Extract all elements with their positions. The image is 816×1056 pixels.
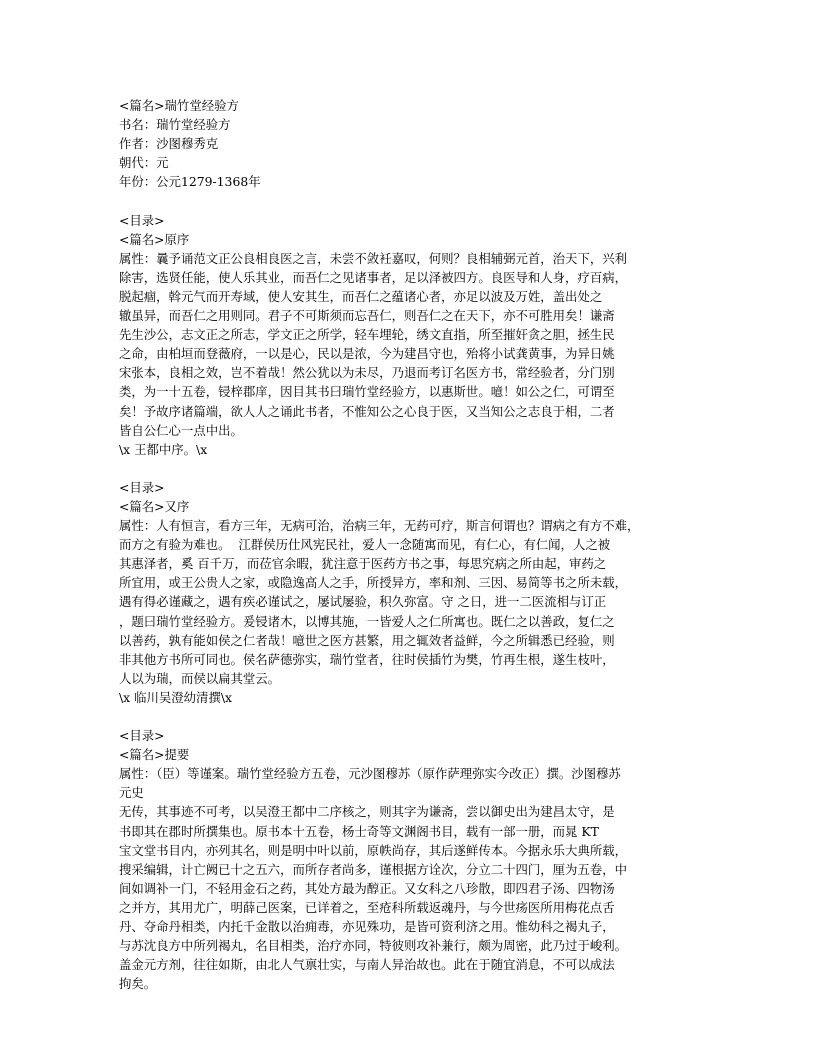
section-title: <篇名>提要 — [119, 747, 190, 763]
body-line: 宋张本，良相之效，岂不着哉！然公犹以为未尽，乃退而考订名医方书，常经验者，分门别 — [119, 365, 615, 381]
spacer — [119, 191, 709, 210]
toc-marker: <目录> — [119, 212, 165, 228]
book-name: 书名：瑞竹堂经验方 — [119, 117, 231, 133]
toc-marker: <目录> — [119, 728, 165, 744]
body-line: 先生沙公，志文正之所志，学文正之所学，轻车埋轮，绣文直指，所至摧奸贪之胆，拯生民 — [119, 327, 615, 343]
body-line: 属性：曩予诵范文正公良相良医之言，未尝不敛衽嘉叹，何则？良相辅弼元首，治天下，兴利 — [119, 250, 628, 266]
section-title: <篇名>原序 — [119, 231, 190, 247]
body-line: 除害，选贤任能，使人乐其业，而吾仁之见诸事者，足以泽被四方。良医导和人身，疗百病， — [119, 269, 628, 285]
body-line: 宝文堂书目内，亦列其名，则是明中叶以前，原帙尚存，其后遂鲜传本。今据永乐大典所载， — [119, 842, 628, 858]
body-line: 之并方，其用尤广，明薛己医案，已详着之，至疮科所载返魂丹，与今世疡医所用梅花点舌 — [119, 899, 615, 915]
body-line: 非其他方书所可同也。侯名萨德弥实，瑞竹堂者，往时侯插竹为樊，竹再生根，遂生枝叶， — [119, 651, 615, 667]
body-line: 间如调补一门，不轻用金石之药，其处方最为醇正。又女科之八珍散，即四君子汤、四物汤 — [119, 880, 615, 896]
body-line: 之命，由柏垣而登薇府，一以是心，民以是浓，今为建昌守也，殆将小试龚黄事，为异日姚 — [119, 346, 615, 362]
body-line: 脱起痼，斡元气而开寿域，使人安其生，而吾仁之蕴诸心者，亦足以波及万姓，盖出处之 — [119, 288, 603, 304]
dynasty: 朝代：元 — [119, 155, 169, 171]
body-line: 辙虽异，而吾仁之用则同。君子不可斯须而忘吾仁，则吾仁之在天下，亦不可胜用矣！谦斋 — [119, 308, 615, 324]
section-preface — [119, 211, 709, 459]
document-page — [119, 96, 709, 993]
body-line: 皆自公仁心一点中出。 — [119, 422, 243, 438]
body-line: 书即其在郡时所撰集也。原书本十五卷，杨士奇等文渊阁书目，载有一部一册，而晁 KT — [119, 823, 599, 839]
signature-line: \x 临川吴澄幼清撰\x — [119, 689, 232, 705]
body-line: 属性：（臣）等谨案。瑞竹堂经验方五卷，元沙图穆苏（原作萨理弥实今改正）撰。沙图穆苏 — [119, 766, 621, 782]
body-line: 属性：人有恒言，看方三年，无病可治，治病三年，无药可疗，斯言何谓也？谓病之有方不难， — [119, 518, 640, 534]
body-line: 盖金元方剂，往往如斯，由北人气禀壮实，与南人异治故也。此在于随宜消息，不可以成法 — [119, 957, 615, 973]
body-line: 遇有得必谨藏之，遇有疾必谨试之，屡试屡验，积久弥富。守 之日，进一二医流相与订正 — [119, 594, 607, 610]
toc-marker: <目录> — [119, 479, 165, 495]
body-line: 丹、夺命丹相类，内托千金散以治痈毒，亦见殊功，是皆可资利济之用。惟幼科之褐丸子， — [119, 919, 615, 935]
body-line: 元史 — [119, 785, 144, 801]
section-second-preface — [119, 478, 709, 707]
body-line: 所宜用，或王公贵人之家，或隐逸高人之手，所授异方，率和剂、三因、易简等书之所未载， — [119, 575, 628, 591]
section-title: <篇名>又序 — [119, 498, 190, 514]
body-line: 人以为瑞，而侯以扁其堂云。 — [119, 670, 281, 686]
author: 作者：沙图穆秀克 — [119, 136, 219, 152]
chapter-title: <篇名>瑞竹堂经验方 — [119, 98, 239, 113]
body-line: 无传，其事迹不可考，以吴澄王都中二序核之，则其字为谦斋，尝以御史出为建昌太守，是 — [119, 804, 615, 820]
year-range: 年份：公元1279-1368年 — [119, 174, 261, 190]
body-line: 搜采编辑，计亡阙已十之五六，而所存者尚多，谨根据方诠次，分立二十四门，厘为五卷，中 — [119, 861, 628, 877]
spacer — [119, 459, 709, 478]
spacer — [119, 707, 709, 726]
body-line: 而方之有验为难也。 江群侯历仕风宪民社，爱人一念随寓而见，有仁心，有仁闻，人之被 — [119, 537, 611, 553]
body-line: 与苏沈良方中所列褐丸，名目相类，治疗亦同，特彼则攻补兼行，颇为周密，此乃过于峻利。 — [119, 938, 628, 954]
body-line: 其惠泽者，奚 百千万，而莅官余暇，犹注意于医药方书之事，每思究病之所由起，审药之 — [119, 556, 607, 572]
signature-line: \x 王都中序。\x — [119, 441, 208, 457]
body-line: 矣！予故序诸篇端，欲人人之诵此书者，不惟知公之心良于医，又当知公之志良于相，二者 — [119, 403, 615, 419]
header-block — [119, 96, 709, 191]
section-summary — [119, 726, 709, 993]
body-line: 类，为一十五卷，锓梓郡庠，因目其书曰瑞竹堂经验方，以惠斯世。噫！如公之仁，可谓至 — [119, 384, 615, 400]
body-line: 拘矣。 — [119, 976, 157, 992]
body-line: 以善药，孰有能如侯之仁者哉！噫世之医方甚繁，用之辄效者益鲜，今之所辑悉已经验，则 — [119, 632, 615, 648]
body-line: ，题曰瑞竹堂经验方。爰锓诸木，以博其施，一皆爱人之仁所寓也。既仁之以善政，复仁之 — [119, 613, 615, 629]
